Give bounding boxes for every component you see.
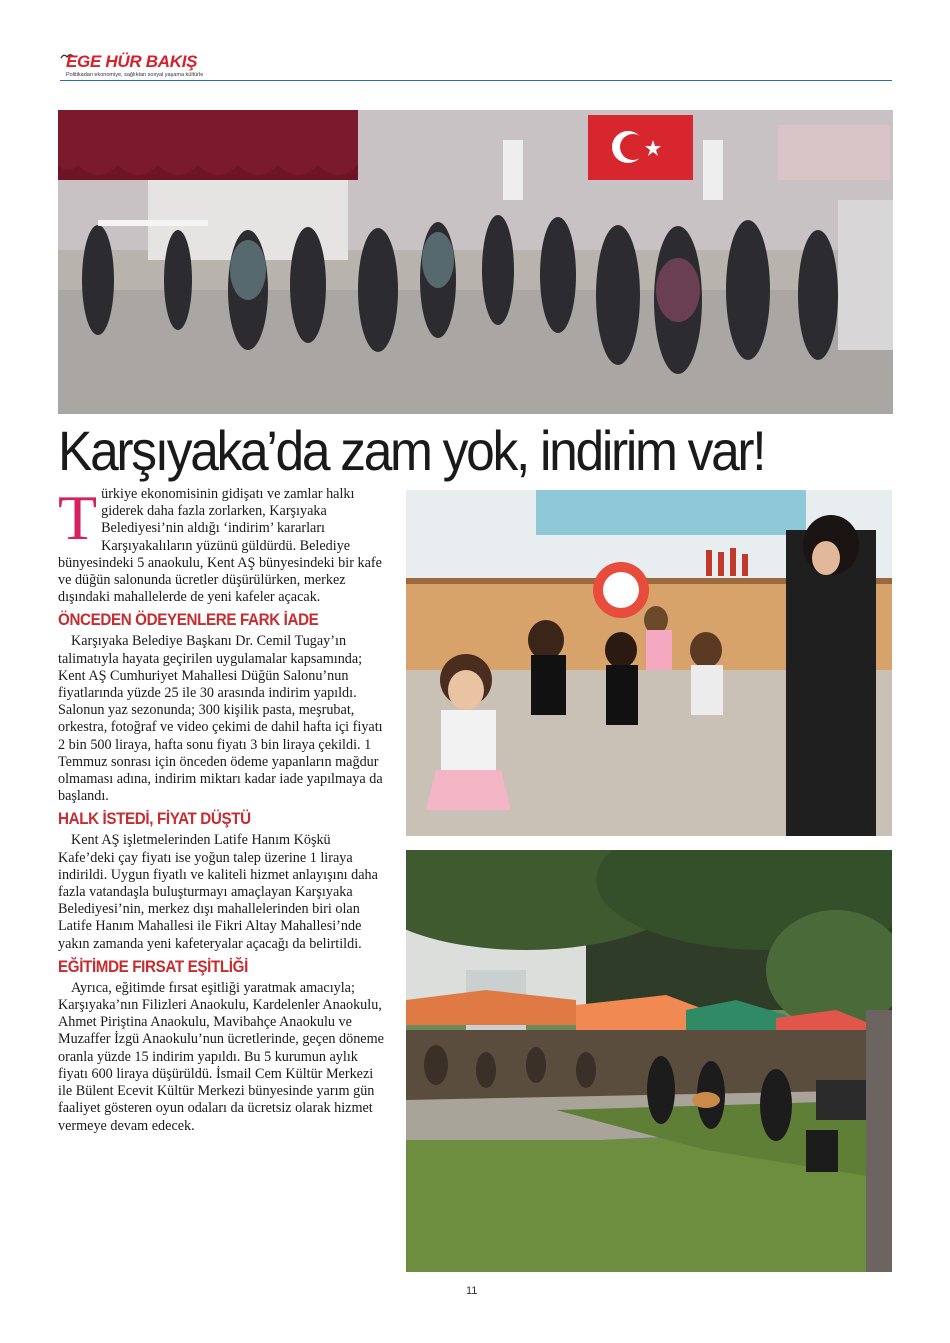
section-body: Kent AŞ işletmelerinden Latife Hanım Köşkü Kafe’deki çay fiyatı ise yoğun talep üzerine 1 liraya indirildi. Uygun fiyatlı ve kaliteli hizmet anlayışını daha fazla vatandaşla buluşturmayı amaçlayan Karşıyaka Belediyesi’nin, merkez dışı mahallelerinden biri olan Latife Hanım Mahallesi ile Fikri Altay Mahallesi’nde yakın zamanda yeni kafeteryalar açacağı da belirtildi. — [58, 832, 378, 952]
intro-text: ürkiye ekonomisinin gidişatı ve zamlar halkı giderek daha fazla zorlarken, Karşıyaka Belediyesi’nin aldığı ‘indirim’ kararları Karşıyakalıların yüzünü güldürdü. Belediye bünyesindeki 5 anaokulu, Kent AŞ bünyesindeki bir kafe ve düğün salonunda ücretler düşürülürken, merkez dışındaki mahallelerde de yeni kafeler açacak. — [58, 486, 382, 606]
intro-paragraph — [58, 482, 386, 606]
masthead-rule — [60, 80, 892, 81]
section-heading: ÖNCEDEN ÖDEYENLERE FARK İADE — [58, 611, 319, 630]
section-body: Karşıyaka Belediye Başkanı Dr. Cemil Tugay’ın talimatıyla hayata geçirilen uygulamalar kapsamında; Kent AŞ Cumhuriyet Mahallesi Düğün Salonu’nun fiyatlarında yüzde 25 ile 30 arasında indirim yapıldı. Salonun yaz sezonunda; 300 kişilik pasta, meşrubat, orkestra, fotoğraf ve video çekimi de dahil hafta içi fiyatı 2 bin 500 liraya, hafta sonu fiyatı 3 bin liraya çekildi. 1 Temmuz sonrası için önceden ödeme yapanların mağdur olmaması adına, indirim miktarı kadar iade yapılmaya da başlandı. — [58, 633, 383, 805]
dropcap: T — [58, 482, 98, 553]
masthead — [60, 50, 890, 82]
article-body — [58, 482, 386, 1135]
section-heading: HALK İSTEDİ, FİYAT DÜŞTÜ — [58, 810, 251, 829]
photo-children-dancing-hall — [58, 110, 893, 414]
logo-text: EGE HÜR BAKIŞ — [66, 52, 198, 71]
section-heading: EĞİTİMDE FIRSAT EŞİTLİĞİ — [58, 957, 248, 976]
section-body: Ayrıca, eğitimde fırsat eşitliği yaratmak amacıyla; Karşıyaka’nın Filizleri Anaokulu, Kardelenler Anaokulu, Ahmet Piriştina Anaokulu, Mavibahçe Anaokulu ve Muzaffer İzgü Anaokulu’nun ücretlerinde, geçen döneme oranla yüzde 15 indirim yapıldı. Bu 5 kurumun aylık fiyatı 600 liraya düşürüldü. İsmail Cem Kültür Merkezi ile Bülent Ecevit Kültür Merkezi bünyesinde yarım gün faaliyet gösteren oyun odaları da ücretsiz olarak hizmet vermeye devam edecek. — [58, 979, 384, 1134]
photo-kids-classroom — [406, 490, 892, 836]
headline: Karşıyaka’da zam yok, indirim var! — [58, 419, 765, 482]
photo-garden-cafe-musicians — [406, 850, 892, 1272]
page-number: 11 — [466, 1285, 478, 1297]
logo-tagline: Politikadan ekonomiye, sağlıktan sosyal yaşama kültürle — [66, 72, 204, 78]
